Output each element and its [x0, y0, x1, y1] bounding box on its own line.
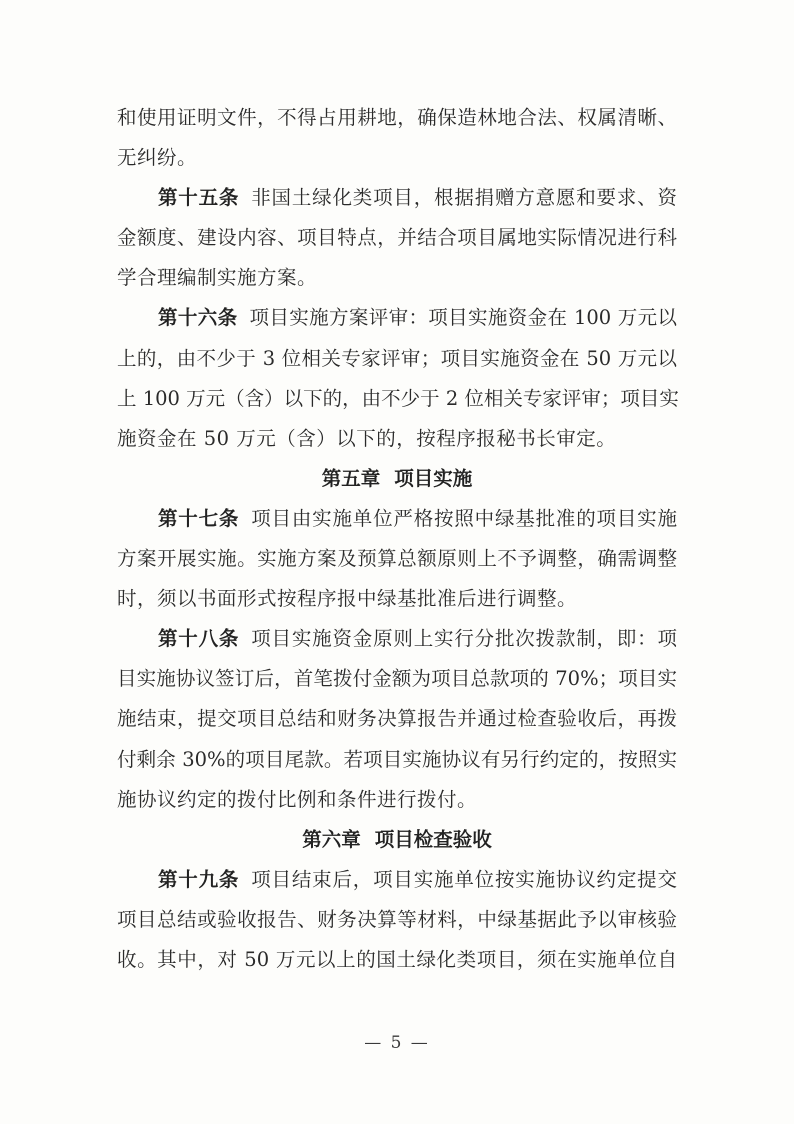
- chapter-number: 第六章: [302, 827, 361, 851]
- text-line: 方案开展实施。实施方案及预算总额原则上不予调整，确需调整: [117, 547, 677, 571]
- article-first-line: [117, 178, 677, 218]
- article-label: 第十八条: [158, 627, 240, 651]
- text-line: 施资金在 50 万元（含）以下的，按程序报秘书长审定。: [117, 426, 617, 450]
- article-19: [117, 860, 677, 980]
- chapter-heading: [117, 459, 677, 499]
- text-line: 收。其中，对 50 万元以上的国土绿化类项目，须在实施单位自: [117, 947, 677, 971]
- text-line: 时，须以书面形式按程序报中绿基批准后进行调整。: [117, 587, 578, 611]
- article-first-line: [117, 619, 677, 659]
- text-line: 学合理编制实施方案。: [117, 266, 318, 290]
- article-label: 第十五条: [158, 186, 240, 210]
- article-first-line: [117, 298, 677, 338]
- chapter-title: 项目检查验收: [374, 827, 492, 851]
- article-first-line: [117, 499, 677, 539]
- text-line: 非国土绿化类项目，根据捐赠方意愿和要求、资: [251, 186, 677, 210]
- chapter-heading: [117, 820, 677, 860]
- text-line: 施协议约定的拨付比例和条件进行拨付。: [117, 787, 478, 811]
- text-line: 项目实施资金原则上实行分批次拨款制，即：项: [251, 627, 677, 651]
- article-label: 第十六条: [158, 306, 238, 330]
- article-label: 第十九条: [158, 867, 240, 891]
- text-line: 项目结束后，项目实施单位按实施协议约定提交: [251, 867, 677, 891]
- article-18: [117, 619, 677, 819]
- text-line: 和使用证明文件，不得占用耕地，确保造林地合法、权属清晰、: [117, 106, 677, 129]
- body-text: [117, 98, 677, 980]
- continued-paragraph: [117, 98, 677, 178]
- text-line: 上的，由不少于 3 位相关专家评审；项目实施资金在 50 万元以: [117, 346, 677, 370]
- text-line: 无纠纷。: [117, 146, 198, 170]
- article-16: [117, 298, 677, 458]
- text-line: 目实施协议签订后，首笔拨付金额为项目总款项的 70%；项目实: [117, 667, 677, 691]
- text-line: 金额度、建设内容、项目特点，并结合项目属地实际情况进行科: [117, 226, 677, 250]
- article-label: 第十七条: [158, 506, 240, 530]
- article-17: [117, 499, 677, 619]
- text-line: 项目总结或验收报告、财务决算等材料，中绿基据此予以审核验: [117, 907, 677, 931]
- chapter-title: 项目实施: [394, 466, 473, 490]
- text-line: 项目由实施单位严格按照中绿基批准的项目实施: [251, 506, 677, 530]
- page-number: — 5 —: [364, 1033, 430, 1053]
- text-line: 项目实施方案评审：项目实施资金在 100 万元以: [249, 306, 677, 330]
- chapter-number: 第五章: [321, 466, 381, 490]
- article-15: [117, 178, 677, 298]
- text-line: 上 100 万元（含）以下的，由不少于 2 位相关专家评审；项目实: [117, 386, 679, 410]
- text-line: 施结束，提交项目总结和财务决算报告并通过检查验收后，再拨: [117, 707, 677, 731]
- text-line: 付剩余 30%的项目尾款。若项目实施协议有另行约定的，按照实: [117, 747, 677, 771]
- article-first-line: [117, 860, 677, 900]
